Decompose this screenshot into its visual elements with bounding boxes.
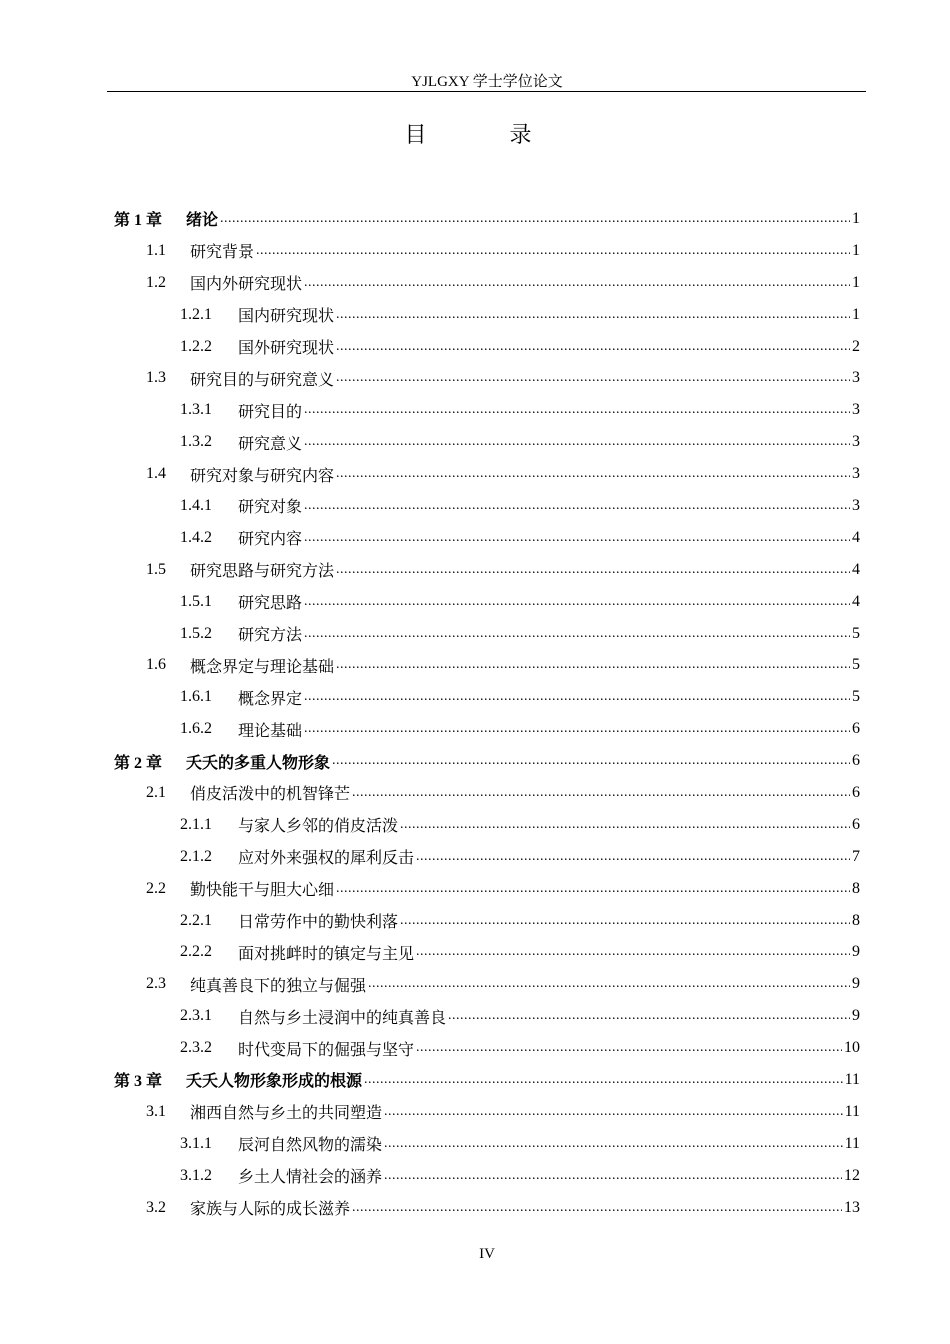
toc-subsection-entry[interactable] bbox=[0, 1000, 950, 1032]
toc-section-entry[interactable] bbox=[0, 873, 950, 905]
toc-section-entry[interactable] bbox=[0, 649, 950, 681]
toc-entry-page: 7 bbox=[852, 847, 860, 865]
toc-entry-title: 夭夭的多重人物形象 bbox=[186, 754, 331, 772]
toc-subsection-entry[interactable] bbox=[0, 681, 950, 713]
toc-entry-title: 乡土人情社会的涵养 bbox=[238, 1169, 383, 1187]
dot-leader bbox=[304, 498, 850, 514]
toc-subsection-entry[interactable] bbox=[0, 426, 950, 458]
dot-leader bbox=[304, 275, 850, 291]
toc-section-entry[interactable] bbox=[0, 267, 950, 299]
dot-leader bbox=[304, 402, 850, 418]
dot-leader bbox=[384, 1104, 843, 1120]
toc-entry-number: 2.3.2 bbox=[180, 1039, 212, 1057]
toc-entry-number: 1.4.1 bbox=[180, 496, 212, 514]
toc-entry-title: 研究思路 bbox=[238, 595, 303, 613]
toc-entry-title: 理论基础 bbox=[238, 722, 303, 740]
toc-subsection-entry[interactable] bbox=[0, 1032, 950, 1064]
toc-entry-number: 3.2 bbox=[146, 1198, 166, 1216]
toc-subsection-entry[interactable] bbox=[0, 394, 950, 426]
toc-subsection-entry[interactable] bbox=[0, 299, 950, 331]
toc-entry-title: 研究目的 bbox=[238, 403, 303, 421]
toc-entry-page: 11 bbox=[844, 1102, 860, 1120]
toc-entry-page: 5 bbox=[852, 624, 860, 642]
toc-section-entry[interactable] bbox=[0, 554, 950, 586]
toc-entry-number: 1.4 bbox=[146, 465, 166, 483]
toc-section-entry[interactable] bbox=[0, 777, 950, 809]
toc-entry-page: 4 bbox=[852, 528, 860, 546]
toc-entry-page: 6 bbox=[852, 720, 860, 738]
toc-entry-number: 2.1 bbox=[146, 783, 166, 801]
toc-subsection-entry[interactable] bbox=[0, 905, 950, 937]
toc-entry-number: 1.3.2 bbox=[180, 433, 212, 451]
toc-entry-title: 应对外来强权的犀利反击 bbox=[238, 850, 415, 868]
dot-leader bbox=[304, 594, 850, 610]
toc-entry-page: 1 bbox=[852, 305, 860, 323]
dot-leader bbox=[384, 1136, 843, 1152]
toc-subsection-entry[interactable] bbox=[0, 809, 950, 841]
dot-leader bbox=[416, 849, 850, 865]
toc-entry-title: 概念界定 bbox=[238, 690, 303, 708]
toc-subsection-entry[interactable] bbox=[0, 586, 950, 618]
toc-entry-title: 国外研究现状 bbox=[238, 340, 335, 357]
toc-entry-number: 第 3 章 bbox=[114, 1073, 163, 1091]
toc-entry-page: 1 bbox=[852, 273, 860, 291]
toc-entry-number: 2.1.1 bbox=[180, 815, 212, 833]
toc-subsection-entry[interactable] bbox=[0, 936, 950, 968]
toc-subsection-entry[interactable] bbox=[0, 618, 950, 650]
toc-subsection-entry[interactable] bbox=[0, 713, 950, 745]
toc-entry-number: 1.4.2 bbox=[180, 528, 212, 546]
toc-entry-title: 研究内容 bbox=[238, 531, 303, 549]
table-of-contents bbox=[0, 203, 950, 1224]
toc-section-entry[interactable] bbox=[0, 968, 950, 1000]
toc-subsection-entry[interactable] bbox=[0, 1128, 950, 1160]
toc-entry-number: 1.6.1 bbox=[180, 688, 212, 706]
toc-entry-page: 10 bbox=[844, 1039, 860, 1057]
toc-chapter-entry[interactable] bbox=[0, 1064, 950, 1096]
toc-entry-page: 6 bbox=[852, 815, 860, 833]
toc-entry-page: 3 bbox=[852, 465, 860, 483]
dot-leader bbox=[336, 370, 850, 386]
dot-leader bbox=[400, 913, 850, 929]
dot-leader bbox=[304, 689, 850, 705]
toc-title: 目 录 bbox=[404, 123, 570, 148]
toc-entry-title: 绪论 bbox=[186, 212, 219, 230]
toc-entry-title: 研究对象 bbox=[238, 499, 303, 517]
toc-entry-page: 6 bbox=[852, 783, 860, 801]
dot-leader bbox=[352, 785, 850, 801]
toc-entry-title: 国内外研究现状 bbox=[190, 276, 303, 294]
toc-entry-title: 研究思路与研究方法 bbox=[190, 563, 335, 581]
toc-entry-title: 家族与人际的成长滋养 bbox=[190, 1201, 351, 1219]
toc-entry-title: 纯真善良下的独立与倔强 bbox=[190, 977, 367, 995]
toc-section-entry[interactable] bbox=[0, 362, 950, 394]
toc-entry-page: 8 bbox=[852, 911, 860, 929]
dot-leader bbox=[336, 466, 850, 482]
toc-entry-title: 研究方法 bbox=[238, 627, 303, 645]
toc-entry-number: 1.1 bbox=[146, 241, 166, 259]
toc-entry-title: 湘西自然与乡土的共同塑造 bbox=[190, 1105, 383, 1123]
toc-entry-number: 3.1 bbox=[146, 1102, 166, 1120]
header-rule bbox=[107, 91, 866, 92]
toc-entry-number: 1.6 bbox=[146, 656, 166, 674]
toc-entry-number: 2.2.1 bbox=[180, 911, 212, 929]
toc-entry-title: 与家人乡邻的俏皮活泼 bbox=[238, 818, 399, 836]
toc-entry-number: 2.2 bbox=[146, 879, 166, 897]
toc-entry-number: 1.5.1 bbox=[180, 592, 212, 610]
dot-leader bbox=[364, 1072, 843, 1088]
toc-entry-title: 自然与乡土浸润中的纯真善良 bbox=[238, 1009, 447, 1027]
toc-entry-page: 3 bbox=[852, 369, 860, 387]
toc-entry-number: 1.2.2 bbox=[180, 337, 212, 355]
toc-entry-number: 2.2.2 bbox=[180, 943, 212, 961]
dot-leader bbox=[368, 976, 850, 992]
toc-entry-number: 3.1.1 bbox=[180, 1134, 212, 1152]
dot-leader bbox=[304, 434, 850, 450]
toc-entry-page: 1 bbox=[852, 241, 860, 259]
toc-subsection-entry[interactable] bbox=[0, 331, 950, 363]
toc-entry-page: 12 bbox=[844, 1166, 860, 1184]
toc-entry-page: 3 bbox=[852, 433, 860, 451]
page-number: IV bbox=[479, 1246, 495, 1262]
dot-leader bbox=[448, 1008, 850, 1024]
toc-entry-number: 1.5.2 bbox=[180, 624, 212, 642]
dot-leader bbox=[304, 721, 850, 737]
toc-entry-title: 研究背景 bbox=[190, 244, 255, 262]
running-header: YJLGXY 学士学位论文 bbox=[411, 74, 563, 90]
toc-entry-title: 概念界定与理论基础 bbox=[190, 658, 335, 676]
toc-entry-page: 3 bbox=[852, 401, 860, 419]
toc-entry-title: 勤快能干与胆大心细 bbox=[190, 882, 335, 900]
dot-leader bbox=[416, 1040, 842, 1056]
toc-entry-page: 2 bbox=[852, 337, 860, 355]
dot-leader bbox=[336, 307, 850, 323]
toc-entry-number: 1.3 bbox=[146, 369, 166, 387]
toc-entry-number: 第 2 章 bbox=[114, 754, 163, 772]
toc-section-entry[interactable] bbox=[0, 458, 950, 490]
toc-entry-page: 4 bbox=[852, 592, 860, 610]
toc-entry-title: 研究对象与研究内容 bbox=[190, 467, 335, 485]
toc-entry-title: 辰河自然风物的濡染 bbox=[238, 1137, 383, 1155]
dot-leader bbox=[416, 944, 850, 960]
toc-subsection-entry[interactable] bbox=[0, 841, 950, 873]
toc-entry-title: 时代变局下的倔强与坚守 bbox=[238, 1041, 415, 1059]
toc-section-entry[interactable] bbox=[0, 1192, 950, 1224]
toc-subsection-entry[interactable] bbox=[0, 1160, 950, 1192]
toc-section-entry[interactable] bbox=[0, 1096, 950, 1128]
toc-subsection-entry[interactable] bbox=[0, 490, 950, 522]
toc-entry-title: 面对挑衅时的镇定与主见 bbox=[238, 945, 415, 963]
toc-entry-number: 1.3.1 bbox=[180, 401, 212, 419]
dot-leader bbox=[336, 881, 850, 897]
dot-leader bbox=[336, 339, 850, 355]
dot-leader bbox=[220, 211, 850, 227]
toc-entry-page: 5 bbox=[852, 688, 860, 706]
toc-entry-title: 研究意义 bbox=[238, 435, 303, 453]
toc-entry-number: 2.3 bbox=[146, 975, 166, 993]
dot-leader bbox=[304, 530, 850, 546]
dot-leader bbox=[336, 562, 850, 578]
toc-entry-title: 俏皮活泼中的机智锋芒 bbox=[190, 786, 351, 804]
toc-entry-title: 日常劳作中的勤快利落 bbox=[238, 914, 399, 932]
toc-entry-number: 第 1 章 bbox=[114, 212, 163, 230]
toc-entry-number: 1.5 bbox=[146, 560, 166, 578]
toc-entry-page: 1 bbox=[852, 209, 860, 227]
dot-leader bbox=[336, 657, 850, 673]
toc-entry-title: 国内研究现状 bbox=[238, 308, 335, 326]
toc-subsection-entry[interactable] bbox=[0, 522, 950, 554]
toc-entry-title: 夭夭人物形象形成的根源 bbox=[186, 1073, 363, 1091]
toc-section-entry[interactable] bbox=[0, 235, 950, 267]
toc-entry-page: 3 bbox=[852, 496, 860, 514]
toc-chapter-entry[interactable] bbox=[0, 203, 950, 235]
toc-entry-page: 4 bbox=[852, 560, 860, 578]
toc-entry-page: 5 bbox=[852, 656, 860, 674]
toc-entry-title: 研究目的与研究意义 bbox=[190, 371, 335, 389]
toc-entry-page: 9 bbox=[852, 975, 860, 993]
toc-entry-page: 13 bbox=[844, 1198, 860, 1216]
toc-entry-number: 1.6.2 bbox=[180, 720, 212, 738]
dot-leader bbox=[256, 243, 850, 259]
dot-leader bbox=[384, 1168, 842, 1184]
toc-chapter-entry[interactable] bbox=[0, 745, 950, 777]
dot-leader bbox=[352, 1200, 842, 1216]
toc-entry-number: 1.2.1 bbox=[180, 305, 212, 323]
toc-entry-page: 9 bbox=[852, 943, 860, 961]
dot-leader bbox=[400, 817, 850, 833]
toc-entry-number: 2.1.2 bbox=[180, 847, 212, 865]
dot-leader bbox=[304, 626, 850, 642]
toc-entry-number: 3.1.2 bbox=[180, 1166, 212, 1184]
toc-entry-page: 6 bbox=[852, 752, 860, 770]
dot-leader bbox=[332, 753, 850, 769]
toc-entry-page: 11 bbox=[844, 1134, 860, 1152]
toc-entry-page: 9 bbox=[852, 1007, 860, 1025]
toc-entry-page: 8 bbox=[852, 879, 860, 897]
toc-entry-number: 2.3.1 bbox=[180, 1007, 212, 1025]
toc-entry-page: 11 bbox=[844, 1070, 860, 1088]
toc-entry-number: 1.2 bbox=[146, 273, 166, 291]
